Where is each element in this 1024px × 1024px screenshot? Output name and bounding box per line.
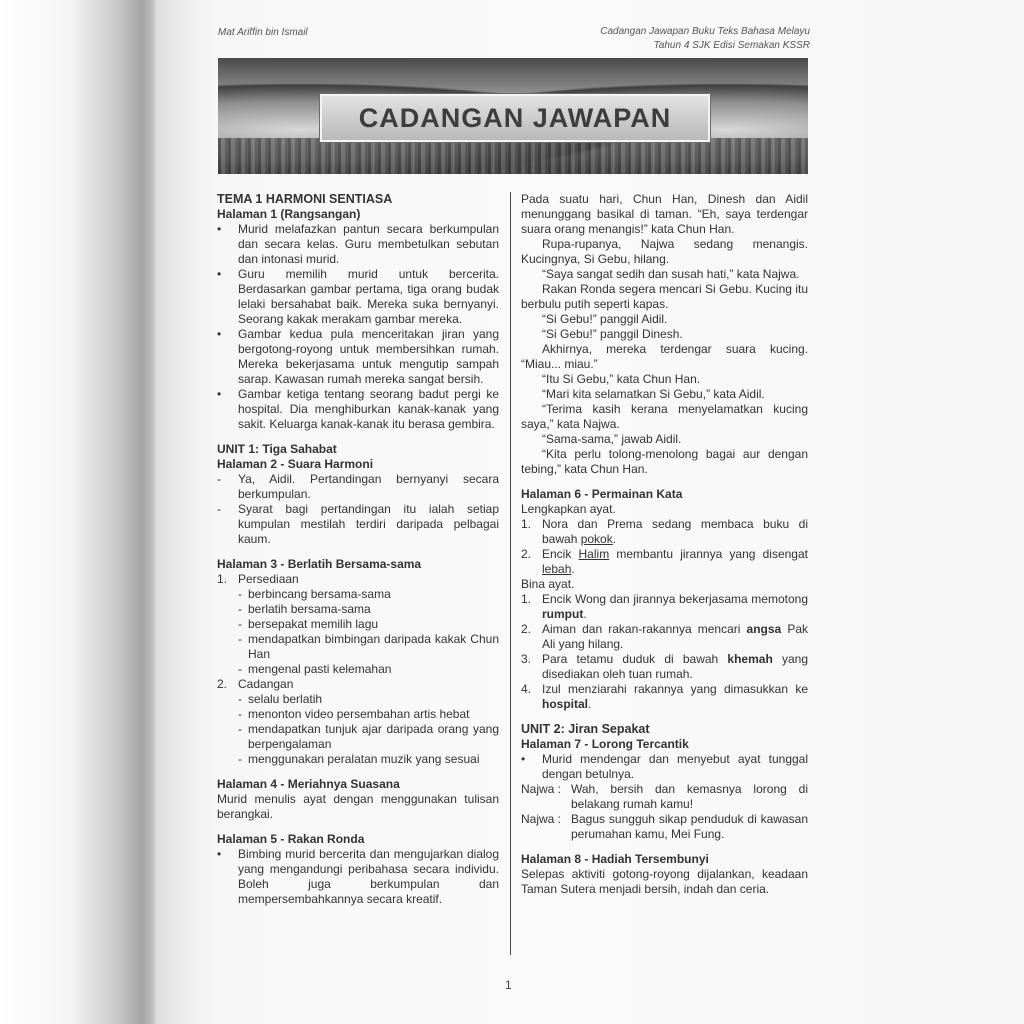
numbered-item: 4. Izul menziarahi rakannya yang dimasukkan ke hospital. [521,682,808,711]
section-heading-halaman-4: Halaman 4 - Meriahnya Suasana [217,777,400,791]
bullet-icon: • [217,267,222,281]
story-paragraph: “Itu Si Gebu,” kata Chun Han. [542,372,701,386]
list-item: • Gambar kedua pula menceritakan jiran yang bergotong-royong untuk membersihkan rumah. Mereka bekerjasama untuk mengutip sampah sarap. Kawasan rumah mereka sangat bersih. [217,327,499,386]
instruction-text: Lengkapkan ayat. [521,502,616,516]
header-book-title [530,25,810,53]
section-heading-halaman-1: Halaman 1 (Rangsangan) [217,207,361,221]
list-item: • Murid mendengar dan menyebut ayat tunggal dengan betulnya. [521,752,808,781]
numbered-item: 1. Persediaan [217,572,299,586]
dash-marker: - [217,472,221,486]
list-item: - Syarat bagi pertandingan itu ialah setiap kumpulan mestilah terdiri daripada pelbagai kaum. [217,502,499,546]
header-book-line-1: Cadangan Jawapan Buku Teks Bahasa Melayu [600,26,810,37]
story-paragraph: “Sama-sama,” jawab Aidil. [542,432,682,446]
sub-item: - selalu berlatih [238,692,323,706]
list-item: • Gambar ketiga tentang seorang badut pergi ke hospital. Dia menghiburkan kanak-kanak yang sakit. Keluarga kanak-kanak itu berasa gembira. [217,387,499,431]
column-divider [510,192,511,955]
story-paragraph: Rupa-rupanya, Najwa sedang menangis. Kucingnya, Si Gebu, hilang. [521,237,808,266]
section-heading-halaman-7: Halaman 7 - Lorong Tercantik [521,737,689,751]
story-paragraph: “Terima kasih kerana menyelamatkan kucing saya,” kata Najwa. [521,402,808,431]
dialog-line: Najwa : Bagus sungguh sikap penduduk di kawasan perumahan kamu, Mei Fung. [521,812,808,841]
instruction-text: Bina ayat. [521,577,575,591]
story-paragraph: “Si Gebu!” panggil Dinesh. [542,327,683,341]
section-heading-halaman-8: Halaman 8 - Hadiah Tersembunyi [521,852,709,866]
banner-title: CADANGAN JAWAPAN [358,102,672,133]
numbered-item: 3. Para tetamu duduk di bawah khemah yang disediakan oleh tuan rumah. [521,652,808,681]
story-paragraph: “Mari kita selamatkan Si Gebu,” kata Aidil. [542,387,765,401]
page-number: 1 [505,978,512,992]
story-paragraph: Akhirnya, mereka terdengar suara kucing. “Miau... miau.” [521,342,808,371]
sub-item: - mendapatkan tunjuk ajar daripada orang yang berpengalaman [238,722,499,751]
banner-plaque [320,94,710,142]
bullet-icon: • [217,327,222,341]
list-item: • Bimbing murid bercerita dan mengujarkan dialog yang mengandungi peribahasa secara individu. Boleh juga berkumpulan dan mempersembahkannya secara kreatif. [217,847,499,906]
left-column [217,192,499,907]
sub-item: - mendapatkan bimbingan daripada kakak Chun Han [238,632,499,661]
answer-underline: lebah [542,562,572,576]
answer-underline: Halim [578,547,610,561]
bullet-icon: • [217,222,222,236]
story-paragraph: “Saya sangat sedih dan susah hati,” kata Najwa. [542,267,800,281]
sub-item: - berlatih bersama-sama [238,602,371,616]
bullet-icon: • [521,752,526,766]
numbered-item: 2. Aiman dan rakan-rakannya mencari angsa Pak Ali yang hilang. [521,622,809,651]
numbered-item: 2. Encik Halim membantu jirannya yang disengat lebah. [521,547,808,576]
dialog-line: Najwa : Wah, bersih dan kemasnya lorong di belakang rumah kamu! [521,782,808,811]
list-item: - Ya, Aidil. Pertandingan bernyanyi secara berkumpulan. [217,472,499,501]
sub-item: - berbincang bersama-sama [238,587,391,601]
paragraph: Murid menulis ayat dengan menggunakan tulisan berangkai. [217,792,499,821]
header-book-line-2: Tahun 4 SJK Edisi Semakan KSSR [653,40,810,51]
book-spine-shadow [0,0,158,1024]
list-item: • Murid melafazkan pantun secara berkumpulan dan secara kelas. Guru membetulkan sebutan dan intonasi murid. [217,222,499,266]
paragraph: Selepas aktiviti gotong-royong dijalankan, keadaan Taman Sutera menjadi bersih, indah dan ceria. [521,867,808,896]
sub-item: - bersepakat memilih lagu [238,617,379,631]
sub-item: - mengenal pasti kelemahan [238,662,392,676]
numbered-item: 1. Nora dan Prema sedang membaca buku di bawah pokok. [521,517,808,546]
right-column [521,192,808,897]
answer-underline: pokok [580,532,613,546]
section-heading-halaman-5: Halaman 5 - Rakan Ronda [217,832,365,846]
numbered-item: 2. Cadangan [217,677,294,691]
header-author: Mat Ariffin bin Ismail [218,27,308,38]
story-paragraph: Pada suatu hari, Chun Han, Dinesh dan Aidil menunggang basikal di taman. “Eh, saya terdengar suara orang menangis!” kata Chun Han. [521,192,808,236]
theme-heading: TEMA 1 HARMONI SENTIASA [217,192,393,206]
sub-item: - menggunakan peralatan muzik yang sesuai [238,752,480,766]
story-paragraph: “Kita perlu tolong-menolong bagai aur dengan tebing,” kata Chun Han. [521,447,808,476]
story-paragraph: “Si Gebu!” panggil Aidil. [542,312,668,326]
section-heading-halaman-2: Halaman 2 - Suara Harmoni [217,457,374,471]
section-heading-halaman-3: Halaman 3 - Berlatih Bersama-sama [217,557,422,571]
story-paragraph: Rakan Ronda segera mencari Si Gebu. Kucing itu berbulu putih seperti kapas. [521,282,808,311]
sub-item: - menonton video persembahan artis hebat [238,707,470,721]
numbered-item: 1. Encik Wong dan jirannya bekerjasama memotong rumput. [521,592,808,621]
dash-marker: - [217,502,221,516]
bullet-icon: • [217,387,222,401]
bullet-icon: • [217,847,222,861]
list-item: • Guru memilih murid untuk bercerita. Berdasarkan gambar pertama, tiga orang budak lelaki bersahabat baik. Mereka suka bernyanyi. Seorang kakak merakam gambar mereka. [217,267,499,326]
unit-heading: UNIT 1: Tiga Sahabat [217,442,337,456]
section-heading-halaman-6: Halaman 6 - Permainan Kata [521,487,683,501]
unit-heading: UNIT 2: Jiran Sepakat [521,722,650,736]
title-banner [218,58,808,174]
banner-ocean-image [218,138,808,174]
